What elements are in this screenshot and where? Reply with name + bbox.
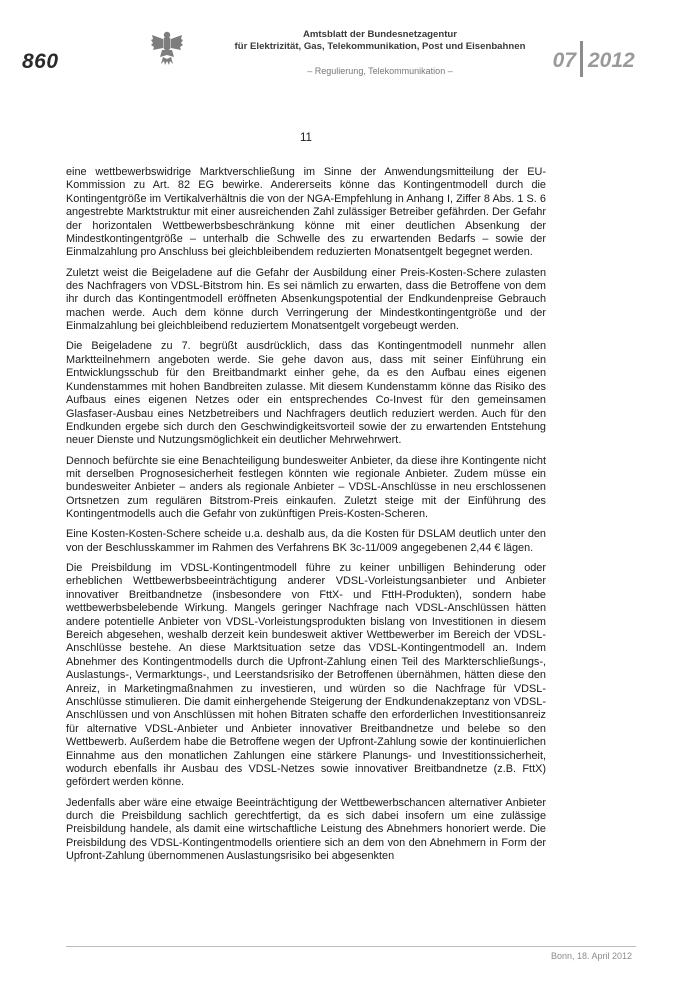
paragraph: Jedenfalls aber wäre eine etwaige Beeinträchtigung der Wettbewerbschancen alternativer Anbieter durch die Preisbildung sachlich gerechtfertigt, da es sich dabei insofern um eine zulässige Preisbildung handele, als damit eine wirtschaftliche Leistung des Abnehmers honoriert werde. Die Preisbildung des VDSL-Kontingentmodells orientiere sich an dem von den Abnehmern in Form der Upfront-Zahlung übernommenen Auslastungsrisiko bei abgesenkten <box>66 796 546 863</box>
paragraph: Die Preisbildung im VDSL-Kontingentmodell führe zu keiner unbilligen Behinderung oder erheblichen Wettbewerbsbeeinträchtigung anderer VDSL-Vorleistungsanbieter und Anbieter innovativer Breitbandnetze (insbesondere von FttX- und FttH-Produkten), sondern habe wettbewerbsbelebende Wirkung. Mangels geringer Nachfrage nach VDSL-Anschlüssen hätten andere potentielle Anbieter von VDSL-Vorleistungsprodukten bislang von Investitionen in diesem Bereich abgesehen, weshalb derzeit kein bundesweit aktiver Wettbewerber im Bereich der VDSL-Anschlüsse bestehe. An diese Marktsituation setze das VDSL-Kontingentmodell an. Indem Abnehmer des Kontingentmodells durch die Upfront-Zahlung einen Teil des Markterschließungs-, Auslastungs-, Vermarktungs-, und Leerstandsrisiko der Betroffenen übernähmen, hätten diese den Anreiz, in Marketingmaßnahmen zu investieren, und würden so die Nachfrage für VDSL-Anschlüsse stimulieren. Die damit einhergehende Steigerung der Endkundenakzeptanz von VDSL-Anschlüssen und von Anschlüssen mit hohen Bitraten schaffe den erforderlichen Investitionsanreiz für alternative VDSL-Anbieter und Anbieter innovativer Breitbandnetze und belebe so den Wettbewerb. Außerdem habe die Betroffene wegen der Upfront-Zahlung sowie der kontinuierlichen Einnahme aus den monatlichen Zahlungen eine stärkere Planungs- und Investitionssicherheit, wodurch ebenfalls ihr Ausbau des VDSL-Netzes sowie innovativer Breitbandnetze (z.B. FttX) gefördert werden könne. <box>66 561 546 789</box>
document-body <box>66 166 546 870</box>
paragraph: eine wettbewerbswidrige Marktverschließung im Sinne der Anwendungsmitteilung der EU-Kommission zu Art. 82 EG bewirke. Andererseits könne das Kontingentmodell durch die Kontingentgröße im Vertikalverhältnis die von der NGA-Empfehlung in Anhang I, Ziffer 8 Abs. 1 S. 6 angestrebte Marktstruktur mit einer ausreichenden Zahl zulässiger Betreiber gefährden. Der Gefahr der horizontalen Wettbewerbsbeschränkung könne mit einer deutlichen Absenkung der Mindestkontingentgröße – unterhalb die Schwelle des zu erwartenden Bedarfs – sowie der Einmalzahlung pro Anschluss bei gleichbleibendem reduzierten Monatsentgelt begegnet werden. <box>66 166 546 259</box>
issuer-section: – Regulierung, Telekommunikation – <box>307 66 453 76</box>
issue-divider <box>580 41 583 77</box>
issue-year: 2012 <box>588 49 635 72</box>
issuer-subtitle: für Elektrizität, Gas, Telekommunikation, Post und Eisenbahnen <box>234 41 526 52</box>
issuer-title: Amtsblatt der Bundesnetzagentur <box>302 29 458 40</box>
paragraph: Dennoch befürchte sie eine Benachteiligung bundesweiter Anbieter, da diese ihre Kontingente nicht mit derselben Prognosesicherheit festlegen könnten wie regionale Anbieter. Zudem müsse ein bundesweiter Anbieter – anders als regionale Anbieter – VDSL-Anschlüsse in neu erschlossenen Ortsnetzen zum regulären Bitstrom-Preis einkaufen. Zuletzt steige mit der Einführung des Kontingentmodells auch die Gefahr von zukünftigen Preis-Kosten-Scheren. <box>66 454 546 521</box>
document-page-number: 11 <box>299 131 313 144</box>
footer-place-date: Bonn, 18. April 2012 <box>550 951 632 961</box>
paragraph: Eine Kosten-Kosten-Schere scheide u.a. deshalb aus, da die Kosten für DSLAM deutlich unter den von der Beschlusskammer im Rahmen des Verfahrens BK 3c-11/009 angegebenen 2,44 € lägen. <box>66 528 546 554</box>
footer-divider <box>66 946 636 947</box>
gazette-page-number: 860 <box>22 50 59 73</box>
paragraph: Die Beigeladene zu 7. begrüßt ausdrücklich, dass das Kontingentmodell nunmehr allen Marktteilnehmern angeboten werde. Sie gehe davon aus, dass mit seiner Einführung ein Entwicklungsschub für den Breitbandmarkt einher gehe, da es den Aufbau eines eigenen Kundenstammes mit hohen Bandbreiten zulasse. Mit diesem Kundenstamm könne das Risiko des Aufbaus eines eigenen Netzes oder ein entsprechendes Co-Invest für den gemeinsamen Glasfaser-Ausbau eines Netzbetreibers und Nachfragers deutlich reduziert werden. Auch für den Endkunden ergebe sich durch den Geschwindigkeitsvorteil sowie der zu erwartenden Entstehung neuer Dienste und Nutzungsmöglichkeit ein deutlicher Mehrwehrwert. <box>66 340 546 447</box>
issue-month: 07 <box>552 49 576 72</box>
paragraph: Zuletzt weist die Beigeladene auf die Gefahr der Ausbildung einer Preis-Kosten-Schere zulasten des Nachfragers von VDSL-Bitstrom hin. Es sei nämlich zu erwarten, dass die Betroffene von dem ihr durch das Kontingentmodell eröffneten Absenkungspotential der Endkundenpreise Gebrauch machen werde. Auch dem könne durch Verringerung der Mindestkontingentgröße und der Einmalzahlung bei gleichbleibend reduziertem Monatsentgelt vorgebeugt werden. <box>66 266 546 333</box>
issue-date <box>532 41 672 77</box>
federal-eagle-icon <box>150 30 184 68</box>
issuer-block <box>190 29 570 76</box>
